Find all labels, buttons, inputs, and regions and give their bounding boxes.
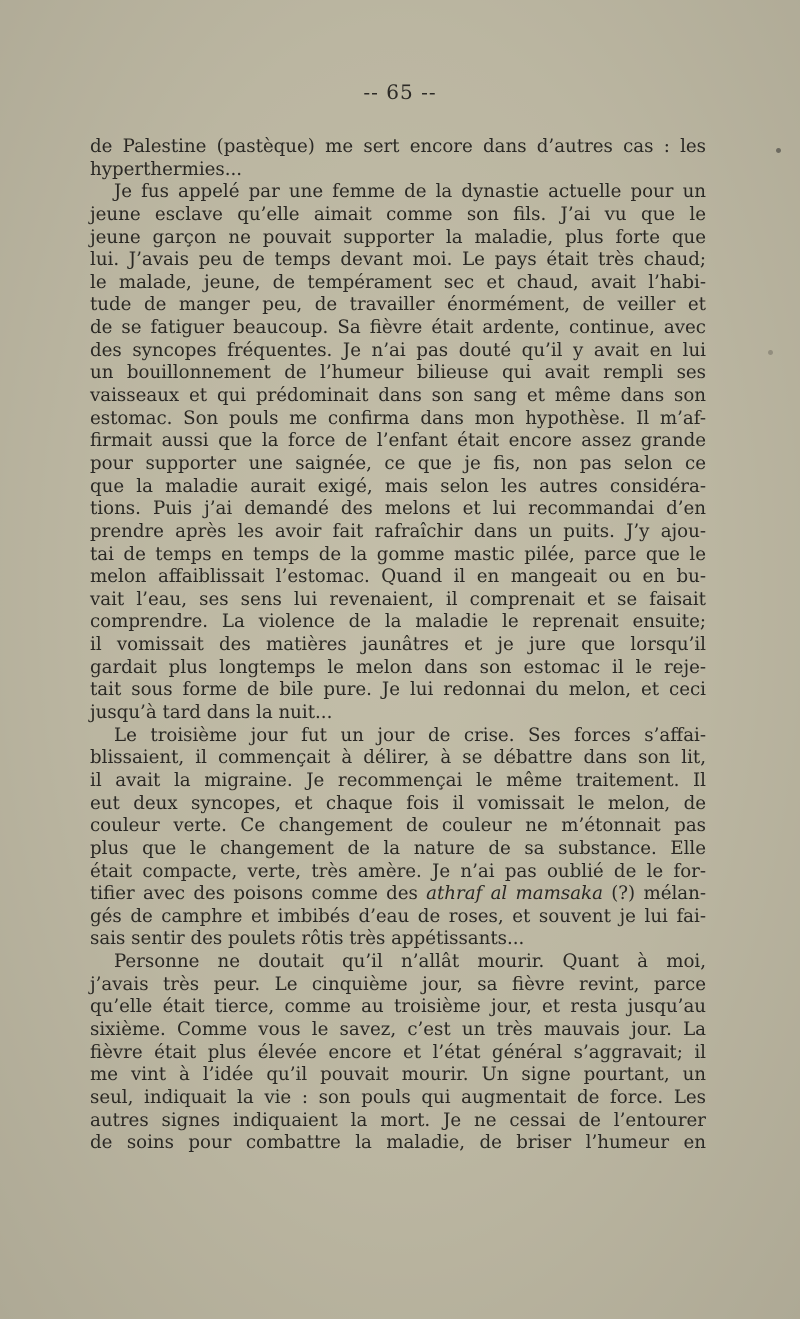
paragraph-3	[90, 725, 706, 951]
text-line: eut deux syncopes, et chaque fois il vomissait le melon, de	[90, 792, 706, 814]
text-line: Le troisième jour fut un jour de crise. Ses forces s’affai-	[114, 724, 706, 746]
text-line: qu’elle était tierce, comme au troisième jour, et resta jusqu’au	[90, 996, 706, 1018]
text-line: hyperthermies...	[90, 158, 243, 180]
text-line: que la maladie aurait exigé, mais selon les autres considéra-	[90, 475, 706, 497]
text-line: tai de temps en temps de la gomme mastic pilée, parce que le	[90, 543, 706, 565]
text-line: pour supporter une saignée, ce que je fis, non pas selon ce	[90, 452, 706, 474]
text-segment: (?) mélan-	[602, 883, 706, 905]
paper-speck	[776, 148, 781, 153]
text-line: jeune esclave qu’elle aimait comme son fils. J’ai vu que le	[90, 203, 706, 225]
body-text	[90, 136, 706, 1155]
text-line: seul, indiquait la vie : son pouls qui augmentait de force. Les	[90, 1086, 706, 1108]
text-line: était compacte, verte, très amère. Je n’ai pas oublié de le for-	[90, 860, 706, 882]
text-line: estomac. Son pouls me confirma dans mon hypothèse. Il m’af-	[90, 407, 706, 429]
text-line: il vomissait des matières jaunâtres et je jure que lorsqu’il	[90, 634, 706, 656]
text-line: il avait la migraine. Je recommençai le même traitement. Il	[90, 769, 706, 791]
italic-term: athraf al mamsaka	[426, 883, 603, 905]
text-line: couleur verte. Ce changement de couleur ne m’étonnait pas	[90, 815, 706, 837]
text-line: plus que le changement de la nature de sa substance. Elle	[90, 837, 706, 859]
text-line: Personne ne doutait qu’il n’allât mourir. Quant à moi,	[114, 951, 706, 973]
text-line: de soins pour combattre la maladie, de briser l’humeur en	[90, 1132, 706, 1154]
text-segment: tifier avec des poisons comme des	[90, 883, 427, 905]
text-line: tions. Puis j’ai demandé des melons et lui recommandai d’en	[90, 498, 706, 520]
text-line: un bouillonnement de l’humeur bilieuse qui avait rempli ses	[90, 362, 706, 384]
text-line: gés de camphre et imbibés d’eau de roses, et souvent je lui fai-	[90, 905, 706, 927]
text-line: blissaient, il commençait à délirer, à se débattre dans son lit,	[90, 747, 706, 769]
text-line: vait l’eau, ses sens lui revenaient, il comprenait et se faisait	[90, 588, 706, 610]
paragraph-1	[90, 136, 706, 181]
text-line: me vint à l’idée qu’il pouvait mourir. Un signe pourtant, un	[90, 1064, 706, 1086]
text-line: sixième. Comme vous le savez, c’est un très mauvais jour. La	[90, 1018, 706, 1040]
text-line: jusqu’à tard dans la nuit...	[90, 702, 333, 724]
text-line: de Palestine (pastèque) me sert encore dans d’autres cas : les	[90, 136, 706, 157]
text-line: autres signes indiquaient la mort. Je ne cessai de l’entourer	[90, 1109, 706, 1131]
text-line: tude de manger peu, de travailler énormément, de veiller et	[90, 294, 706, 316]
text-line: j’avais très peur. Le cinquième jour, sa fièvre revint, parce	[90, 973, 706, 995]
text-line: melon affaiblissait l’estomac. Quand il en mangeait ou en bu-	[90, 566, 706, 588]
text-line: Je fus appelé par une femme de la dynastie actuelle pour un	[114, 181, 706, 203]
paper-speck	[768, 350, 773, 355]
text-line: de se fatiguer beaucoup. Sa fièvre était ardente, continue, avec	[90, 317, 706, 339]
text-line: le malade, jeune, de tempérament sec et chaud, avait l’habi-	[90, 271, 706, 293]
text-line: prendre après les avoir fait rafraîchir dans un puits. J’y ajou-	[90, 520, 706, 542]
text-line: des syncopes fréquentes. Je n’ai pas douté qu’il y avait en lui	[90, 339, 706, 361]
text-line: firmait aussi que la force de l’enfant était encore assez grande	[90, 430, 706, 452]
text-line: sais sentir des poulets rôtis très appétissants...	[90, 928, 525, 950]
text-line: tait sous forme de bile pure. Je lui redonnai du melon, et ceci	[90, 679, 706, 701]
text-line: jeune garçon ne pouvait supporter la maladie, plus forte que	[90, 226, 706, 248]
text-line-with-italic	[90, 883, 706, 906]
text-line: fièvre était plus élevée encore et l’état général s’aggravait; il	[90, 1041, 706, 1063]
text-line: lui. J’avais peu de temps devant moi. Le pays était très chaud;	[90, 249, 706, 271]
text-line: vaisseaux et qui prédominait dans son sang et même dans son	[90, 385, 706, 407]
text-line: gardait plus longtemps le melon dans son estomac il le reje-	[90, 656, 706, 678]
paragraph-2	[90, 181, 706, 724]
text-line: comprendre. La violence de la maladie le reprenait ensuite;	[90, 611, 706, 633]
page-number: -- 65 --	[363, 80, 437, 104]
paragraph-4	[90, 951, 706, 1155]
